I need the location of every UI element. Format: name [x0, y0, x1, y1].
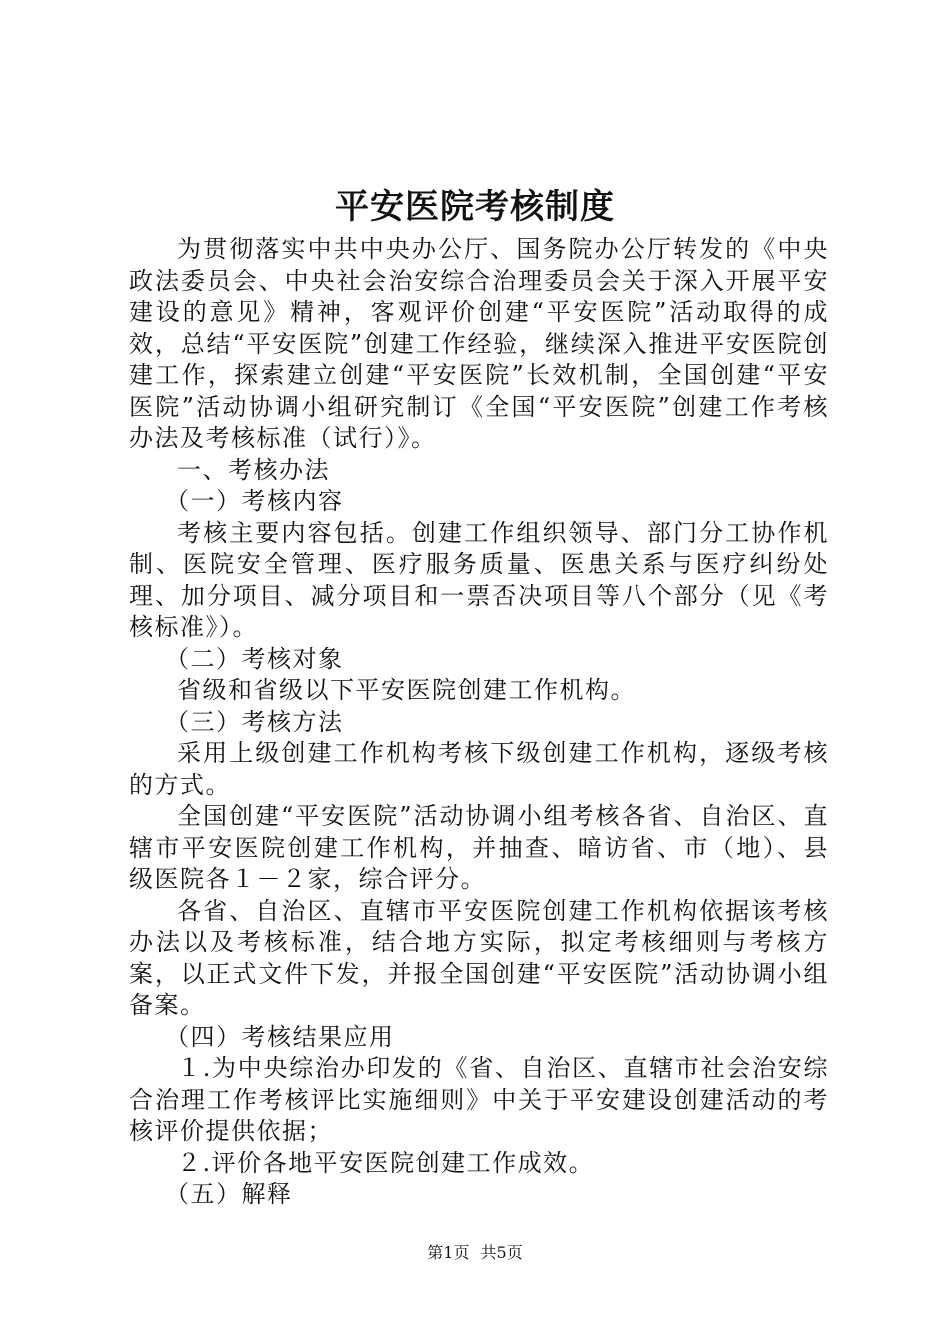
page-number: 第1页 — [427, 1243, 470, 1262]
method-paragraph-3: 各省、自治区、直辖市平安医院创建工作机构依据该考核办法以及考核标准，结合地方实际，拟定考核细则与考核方案，以正式文件下发，并报全国创建“平安医院”活动协调小组备案。 — [129, 896, 829, 1019]
target-paragraph: 省级和省级以下平安医院创建工作机构。 — [177, 676, 636, 704]
document-title: 平安医院考核制度 — [335, 187, 615, 227]
method-paragraph-2: 全国创建“平安医院”活动协调小组考核各省、自治区、直辖市平安医院创建工作机构，并抽查、暗访省、市（地）、县级医院各１－２家，综合评分。 — [129, 802, 829, 893]
subsection-heading-application: （四）考核结果应用 — [165, 1022, 395, 1051]
section-heading-1: 一、考核办法 — [177, 455, 330, 484]
page-footer — [0, 1242, 950, 1264]
document-body — [129, 234, 829, 1211]
intro-paragraph: 为贯彻落实中共中央办公厅、国务院办公厅转发的《中央政法委员会、中央社会治安综合治理委员会关于深入开展平安建设的意见》精神，客观评价创建“平安医院”活动取得的成效，总结“平安医院”创建工作经验，继续深入推进平安医院创建工作，探索建立创建“平安医院”长效机制，全国创建“平安医院”活动协调小组研究制订《全国“平安医院”创建工作考核办法及考核标准（试行）》。 — [129, 235, 829, 452]
content-paragraph: 考核主要内容包括。创建工作组织领导、部门分工协作机制、医院安全管理、医疗服务质量、医患关系与医疗纠纷处理、加分项目、减分项目和一票否决项目等八个部分（见《考核标准》）。 — [129, 518, 829, 641]
subsection-heading-target: （二）考核对象 — [165, 644, 344, 673]
subsection-heading-content: （一）考核内容 — [165, 487, 344, 515]
application-item-2: ２.评价各地平安医院创建工作成效。 — [177, 1148, 595, 1177]
subsection-heading-interpretation: （五）解释 — [165, 1180, 293, 1208]
subsection-heading-method: （三）考核方法 — [165, 707, 344, 736]
page-total: 共5页 — [480, 1243, 523, 1262]
method-paragraph-1: 采用上级创建工作机构考核下级创建工作机构，逐级考核的方式。 — [129, 739, 829, 799]
application-item-1: １.为中央综治办印发的《省、自治区、直辖市社会治安综合治理工作考核评比实施细则》中关于平安建设创建活动的考核评价提供依据； — [129, 1054, 829, 1145]
